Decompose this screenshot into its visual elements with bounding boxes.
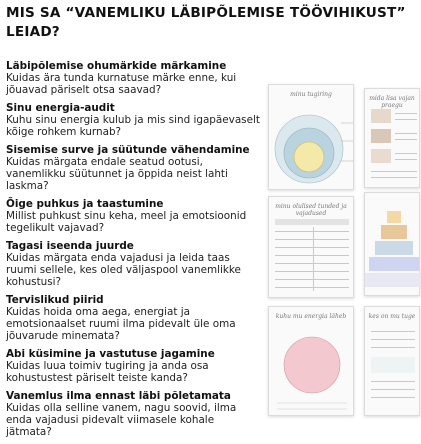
item-description: Kuidas märgata endale seatud ootusi, vanemlikku süütunnet ja õppida neist lahti laskma? [6,156,228,192]
pyramid-illustration [365,203,421,299]
pyramid-level-2 [381,225,407,239]
item-heading: Tagasi iseenda juurde [6,240,134,252]
pyramid-level-base [365,273,421,287]
preview-page-title: kuhu mu energia läheb [275,313,347,320]
item-description: Kuidas ära tunda kurnatuse märke enne, kui jõuavad päriselt otsa saavad? [6,72,237,96]
preview-page-needs [364,88,420,188]
item-heading: Läbipõlemise ohumärkide märkamine [6,60,227,72]
item-heading: Sinu energia-audit [6,102,115,114]
item-description: Kuidas hoida oma aega, energiat ja emotsionaalset ruumi ilma pidevalt üle oma jõuvarude minemata? [6,306,236,342]
item-heading: Sisemise surve ja süütunde vähendamine [6,144,250,156]
item-heading: Vanemlus ilma ennast läbi põletamata [6,390,231,402]
preview-page-checklist [268,196,354,298]
workbook-preview-pages [268,84,416,416]
pyramid-level-top [387,211,401,223]
preview-page-pyramid [364,192,420,296]
energy-circle [284,337,340,393]
preview-page-title: minu olulised tunded ja vajadused [275,203,347,217]
item-description: Millist puhkust sinu keha, meel ja emotsioonid tegelikult vajavad? [6,210,247,234]
item-heading: Õige puhkus ja taastumine [6,198,164,210]
preview-page-support-circle [268,84,354,190]
preview-page-title: kes on mu tuge [368,313,416,320]
item-heading: Tervislikud piirid [6,294,104,306]
list-item [6,348,261,384]
preview-page-support-people [364,306,420,416]
list-item [6,144,261,192]
list-item [6,198,261,234]
item-description: Kuhu sinu energia kulub ja mis sind igapäevaselt kõige rohkem kurnab? [6,114,260,138]
preview-page-title: minu tugiring [290,91,332,98]
list-item [6,102,261,138]
pyramid-level-4 [369,257,419,271]
list-item [6,390,261,438]
preview-page-title: mida lisa vajan praegu [369,95,415,109]
item-description: Kuidas märgata enda vajadusi ja leida taas ruumi sellele, kes oled väljaspool vanemlikke kohustusi? [6,252,241,288]
feature-list [6,60,261,444]
energy-circle-illustration [269,321,355,417]
inner-circle [294,142,324,172]
pyramid-level-3 [375,241,413,255]
item-description: Kuidas luua toimiv tugiring ja anda osa kohustustest päriselt teiste kanda? [6,360,209,384]
page-title: MIS SA “VANEMLIKU LÄBIPÕLEMISE TÖÖVIHIKUST” LEIAD? [6,5,406,40]
concentric-circles-illustration [269,97,355,193]
item-heading: Abi küsimine ja vastutuse jagamine [6,348,215,360]
item-description: Kuidas olla selline vanem, nagu soovid, ilma enda vajadusi pidevalt viimasele kohale jätmata? [6,402,237,438]
list-item [6,294,261,342]
preview-page-energy [268,306,354,416]
list-item [6,240,261,288]
list-item [6,60,261,96]
